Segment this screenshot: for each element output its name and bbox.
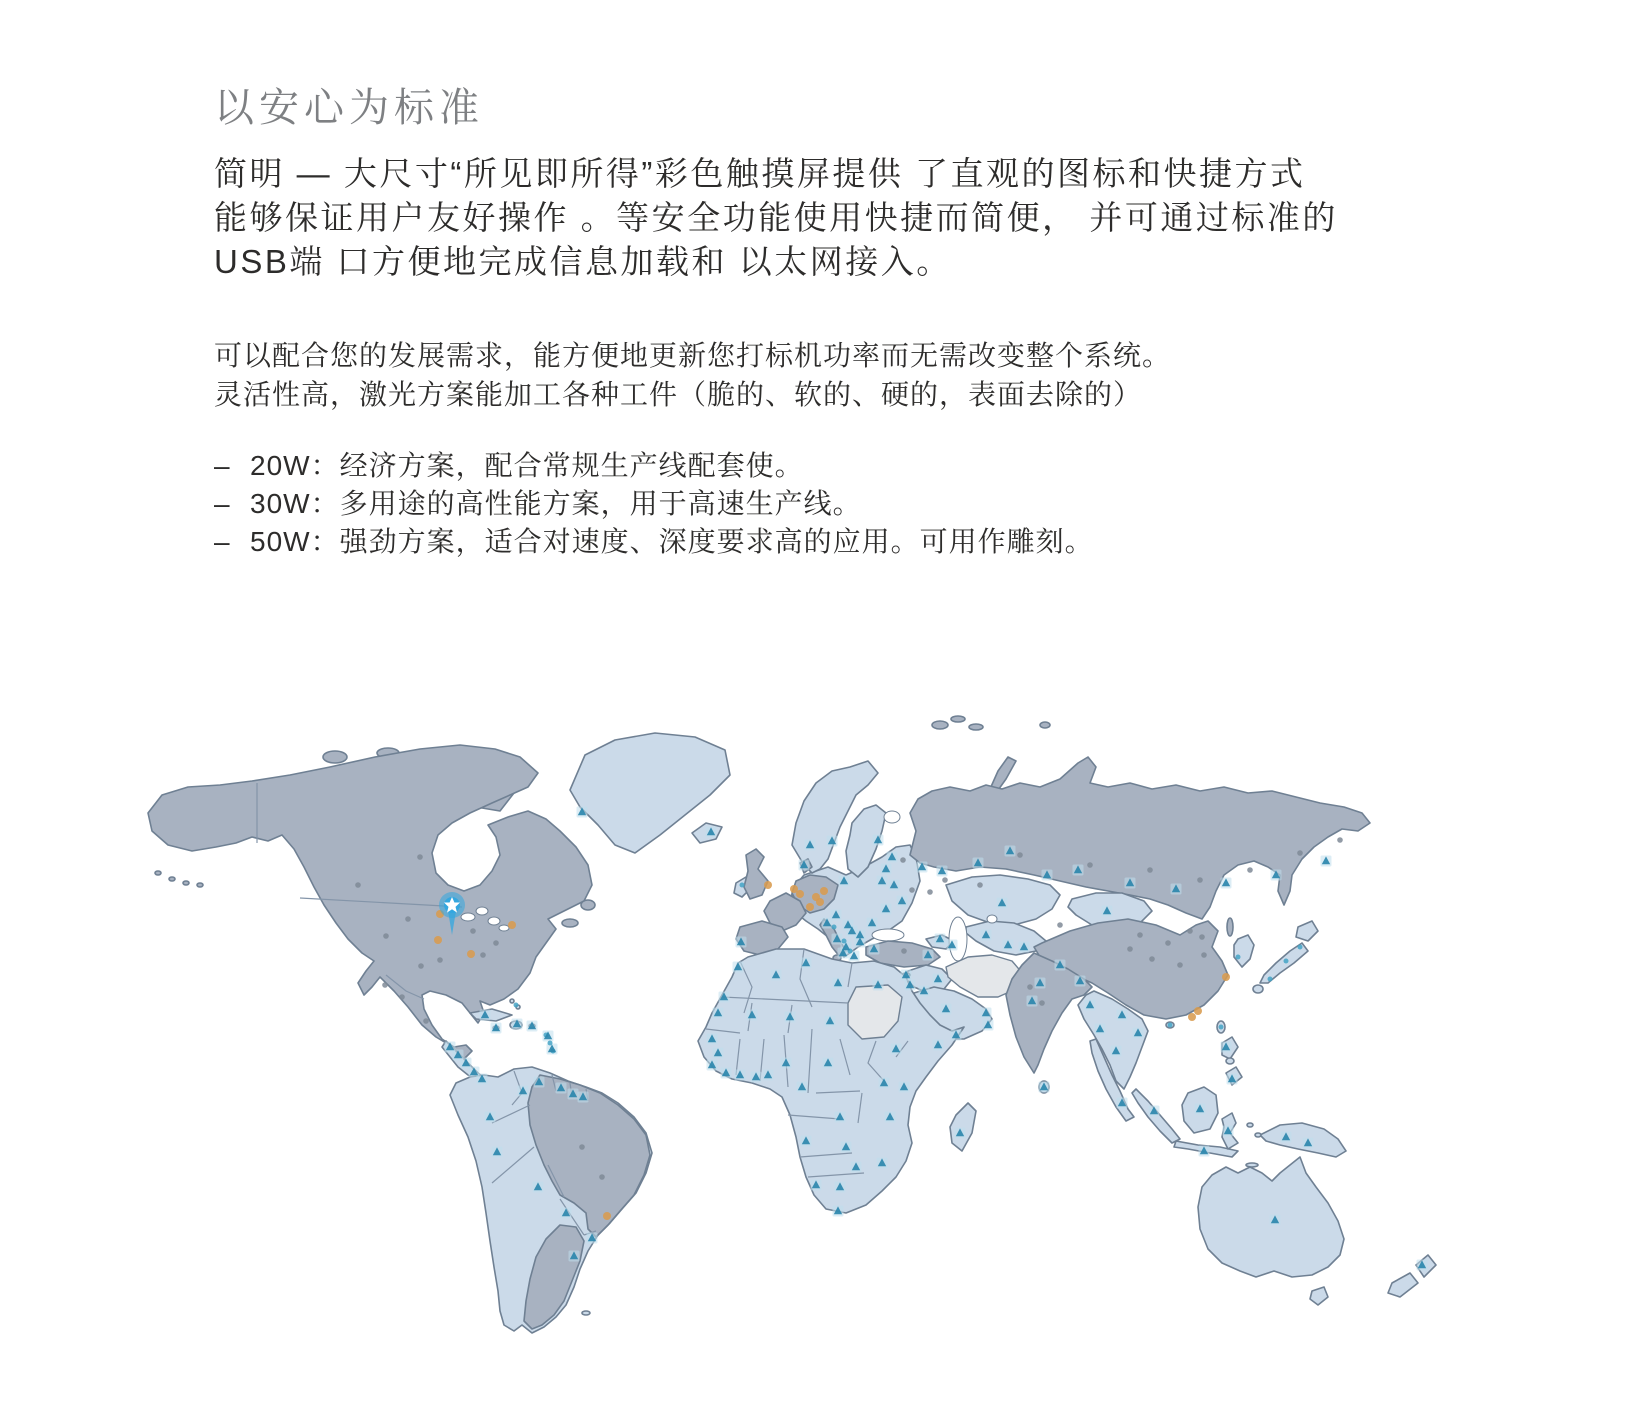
cyan-dot-marker: [1284, 959, 1289, 964]
cyan-dot-marker: [832, 925, 837, 930]
gray-dot-marker: [1087, 862, 1093, 868]
gray-dot-marker: [1127, 946, 1133, 952]
body-line: 灵活性高，激光方案能加工各种工件（脆的、软的、硬的，表面去除的）: [214, 379, 1143, 410]
gray-dot-marker: [1137, 932, 1143, 938]
list-item-text: 20W：经济方案，配合常规生产线配套使。: [250, 450, 804, 481]
cyan-dot-marker: [514, 1003, 519, 1008]
list-item-text: 50W：强劲方案，适合对速度、深度要求高的应用。可用作雕刻。: [250, 526, 1094, 557]
world-map: [140, 695, 1460, 1340]
cyan-dot-marker: [842, 939, 847, 944]
gray-dot-marker: [579, 1144, 585, 1150]
body-paragraph: [214, 336, 1171, 414]
cyan-dot-marker: [1268, 977, 1273, 982]
gray-dot-marker: [1027, 984, 1033, 990]
orange-dot-marker: [820, 887, 828, 895]
landmass-oceania: [1198, 1157, 1436, 1305]
intro-line: USB端 口方便地完成信息加载和 以太网接入。: [214, 243, 952, 280]
gray-dot-marker: [418, 963, 424, 969]
list-item-text: 30W：多用途的高性能方案，用于高速生产线。: [250, 488, 862, 519]
gray-dot-marker: [942, 877, 948, 883]
cyan-dot-marker: [1236, 955, 1241, 960]
gray-dot-marker: [437, 957, 443, 963]
gray-dot-marker: [1149, 956, 1155, 962]
orange-dot-marker: [1194, 1007, 1202, 1015]
gray-dot-marker: [493, 940, 499, 946]
gray-dot-marker: [927, 889, 933, 895]
bullet-dash: –: [214, 526, 231, 557]
intro-line: 能够保证用户友好操作 。等安全功能使用快捷而简便， 并可通过标准的: [214, 199, 1338, 236]
orange-dot-marker: [467, 950, 475, 958]
orange-dot-marker: [806, 903, 814, 911]
gray-dot-marker: [1247, 867, 1253, 873]
gray-dot-marker: [423, 1018, 429, 1024]
intro-paragraph: [214, 152, 1338, 284]
gray-dot-marker: [909, 887, 915, 893]
gray-dot-marker: [383, 933, 389, 939]
gray-dot-marker: [1199, 934, 1205, 940]
orange-dot-marker: [1222, 973, 1230, 981]
cyan-dot-marker: [740, 883, 745, 888]
gray-dot-marker: [399, 994, 405, 1000]
world-map-figure: [140, 695, 1460, 1340]
gray-dot-marker: [1057, 922, 1063, 928]
orange-dot-marker: [508, 921, 516, 929]
gray-dot-marker: [900, 857, 906, 863]
orange-dot-marker: [816, 898, 824, 906]
gray-dot-marker: [1165, 940, 1171, 946]
gray-dot-marker: [355, 882, 361, 888]
orange-dot-marker: [764, 881, 772, 889]
gray-dot-marker: [1147, 867, 1153, 873]
list-item: [214, 485, 1094, 523]
bullet-dash: –: [214, 450, 231, 481]
orange-dot-marker: [796, 890, 804, 898]
cyan-dot-marker: [1298, 945, 1303, 950]
gray-dot-marker: [1197, 877, 1203, 883]
gray-dot-marker: [1039, 1000, 1045, 1006]
page-title: 以安心为标准: [214, 86, 484, 130]
gray-dot-marker: [1187, 928, 1193, 934]
gray-dot-marker: [901, 948, 907, 954]
gray-dot-marker: [470, 928, 476, 934]
power-options-list: [214, 447, 1094, 561]
gray-dot-marker: [382, 982, 388, 988]
orange-dot-marker: [434, 936, 442, 944]
gray-dot-marker: [977, 882, 983, 888]
list-item: [214, 447, 1094, 485]
gray-dot-marker: [1201, 952, 1207, 958]
gray-dot-marker: [1177, 962, 1183, 968]
cyan-dot-marker: [1219, 1025, 1224, 1030]
body-line: 可以配合您的发展需求，能方便地更新您打标机功率而无需改变整个系统。: [214, 340, 1172, 371]
gray-dot-marker: [405, 916, 411, 922]
bullet-dash: –: [214, 488, 231, 519]
gray-dot-marker: [417, 854, 423, 860]
cyan-dot-marker: [1168, 1023, 1173, 1028]
intro-line: 简明 — 大尺寸“所见即所得”彩色触摸屏提供 了直观的图标和快捷方式: [214, 155, 1306, 192]
gray-dot-marker: [1017, 852, 1023, 858]
gray-dot-marker: [1297, 850, 1303, 856]
orange-dot-marker: [1188, 1013, 1196, 1021]
landmass-north-america: [148, 745, 595, 1059]
landmass-south-america: [450, 1067, 652, 1333]
gray-dot-marker: [599, 1174, 605, 1180]
gray-dot-marker: [1337, 837, 1343, 843]
cyan-dot-marker: [548, 1041, 553, 1046]
gray-dot-marker: [480, 952, 486, 958]
orange-dot-marker: [603, 1212, 611, 1220]
list-item: [214, 523, 1094, 561]
